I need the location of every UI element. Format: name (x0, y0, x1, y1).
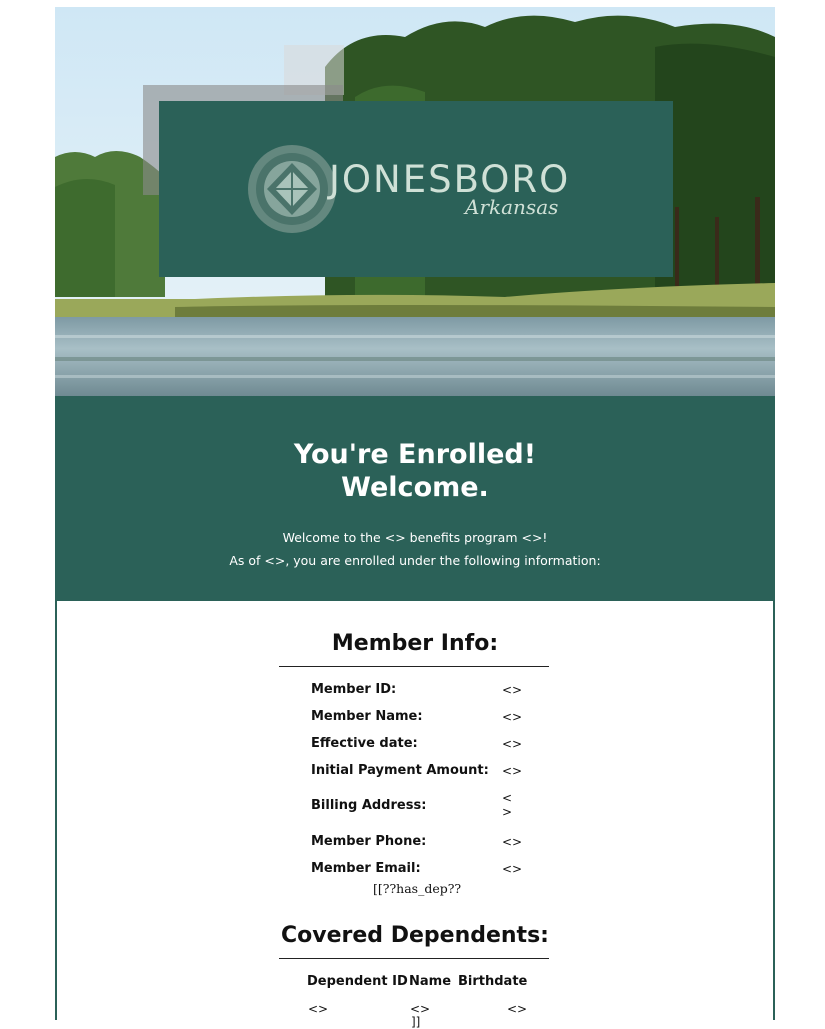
banner-title-line2: Welcome. (341, 472, 489, 503)
banner-intro-line2: As of <>, you are enrolled under the following information: (229, 553, 601, 568)
member-email-label: Member Email: (311, 861, 421, 876)
effective-date-label: Effective date: (311, 736, 418, 751)
member-info-title: Member Info: (331, 631, 499, 656)
billing-address-label: Billing Address: (311, 798, 427, 813)
dependents-header-name: Name (409, 974, 452, 989)
billing-address-value-line1: < (502, 791, 513, 805)
banner-title-line1: You're Enrolled! (293, 439, 537, 470)
dependents-divider (279, 958, 549, 959)
logo-wordmark: JONESBORO (329, 158, 571, 201)
initial-payment-label: Initial Payment Amount: (311, 763, 489, 778)
member-name-label: Member Name: (311, 709, 423, 724)
details-panel (55, 601, 775, 1029)
dependent-name-cell: <> (410, 1002, 431, 1016)
banner-intro-line1: Welcome to the <> benefits program <>! (282, 530, 548, 545)
dependent-birthdate-cell: <> (507, 1002, 528, 1016)
member-email-value: <> (502, 862, 523, 876)
logo-box (159, 101, 673, 277)
member-phone-label: Member Phone: (311, 834, 427, 849)
welcome-banner (55, 396, 775, 601)
billing-address-value-line2: > (502, 805, 513, 819)
dependents-title: Covered Dependents: (281, 923, 549, 948)
member-id-label: Member ID: (311, 682, 397, 697)
dependents-header-birthdate: Birthdate (458, 974, 528, 989)
member-info-divider (279, 666, 549, 667)
member-id-value: <> (502, 683, 523, 697)
hero-lake-photo (55, 7, 775, 396)
logo-subtitle: Arkansas (465, 195, 559, 219)
template-token-end: ]] (411, 1015, 421, 1029)
initial-payment-value: <> (502, 764, 523, 778)
email-body (55, 7, 775, 1029)
member-name-value: <> (502, 710, 523, 724)
dependents-header-id: Dependent ID (307, 974, 408, 989)
template-token: [[??has_dep?? (373, 881, 462, 896)
effective-date-value: <> (502, 737, 523, 751)
member-phone-value: <> (502, 835, 523, 849)
dependent-id-cell: <> (308, 1002, 329, 1016)
